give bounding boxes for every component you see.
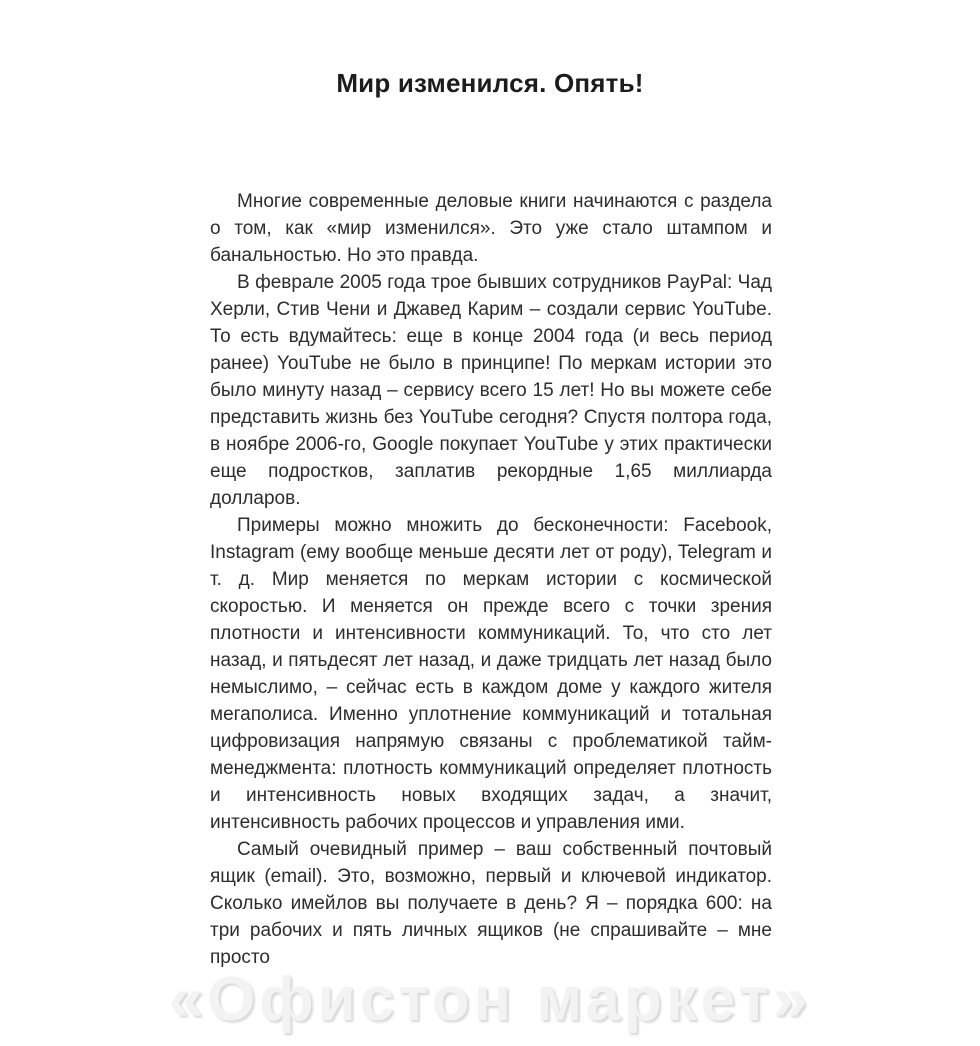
- store-watermark: «Офистон маркет»: [168, 965, 812, 1034]
- paragraph-examples: Примеры можно множить до бесконечности: Facebook, Instagram (ему вообще меньше десяти лет от роду), Telegram и т. д. Мир меняется по меркам истории с космической скоростью. И меняется он прежде всего с точки зрения плотности и интенсивности коммуникаций. То, что сто лет назад, и пятьдесят лет назад, и даже тридцать лет назад было немыслимо, – сейчас есть в каждом доме у каждого жителя мегаполиса. Именно уплотнение коммуникаций и тотальная цифровизация напрямую связаны с проблематикой тайм-менеджмента: плотность коммуникаций определяет плотность и интенсивность новых входящих задач, а значит, интенсивность рабочих процессов и управления ими.: [210, 515, 772, 833]
- paragraph-intro: Многие современные деловые книги начинаются с раздела о том, как «мир изменился». Это уже стало штампом и банальностью. Но это правда.: [210, 191, 772, 266]
- book-page: [0, 66, 980, 1046]
- body-text: [210, 188, 772, 971]
- paragraph-youtube: В феврале 2005 года трое бывших сотрудников PayPal: Чад Херли, Стив Чени и Джавед Карим – создали сервис YouTube. То есть вдумайтесь: еще в конце 2004 года (и весь период ранее) YouTube не было в принципе! По меркам истории это было минуту назад – сервису всего 15 лет! Но вы можете себе представить жизнь без YouTube сегодня? Спустя полтора года, в ноябре 2006-го, Google покупает YouTube у этих практически еще подростков, заплатив рекордные 1,65 миллиарда долларов.: [210, 272, 772, 509]
- chapter-title: Мир изменился. Опять!: [336, 68, 644, 98]
- paragraph-email: Самый очевидный пример – ваш собственный почтовый ящик (email). Это, возможно, первый и ключевой индикатор. Сколько имейлов вы получаете в день? Я – порядка 600: на три рабочих и пять личных ящиков (не спрашивайте – мне просто: [210, 839, 772, 968]
